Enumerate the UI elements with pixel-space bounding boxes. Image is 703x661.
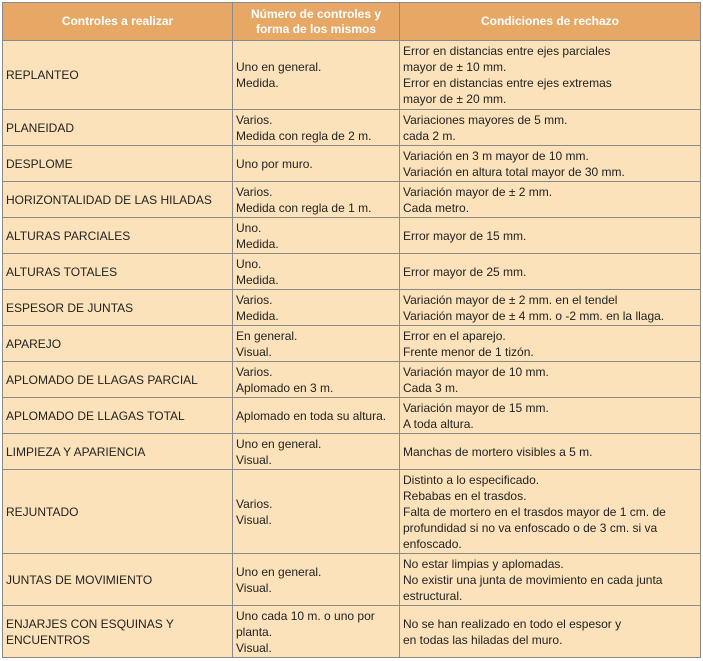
cell-text-line: Error mayor de 25 mm. [403,264,527,279]
cell-text-line: Varios. [236,364,273,379]
cell-text-line: cada 2 m. [403,128,456,143]
cell-text-line: PLANEIDAD [6,120,75,135]
control-cell [3,41,233,110]
control-cell [3,218,233,254]
cell-text-line: REPLANTEO [6,68,79,82]
table-body [3,41,701,658]
number-cell [233,434,400,470]
cell-text-line: profundidad si no va enfoscado o de 3 cm. si va [403,520,658,535]
cell-text-line: Medida. [236,236,279,251]
number-cell [233,398,400,434]
table-row [3,41,701,110]
table-row [3,182,701,218]
cell-text-line: enfoscado. [403,536,462,551]
table-row [3,606,701,658]
cell-text-line: Cada metro. [403,200,470,215]
cell-text-line: DESPLOME [6,156,73,171]
number-cell [233,146,400,182]
cell-text-line: Varios. [236,496,273,511]
cell-text-line: Error en distancias entre ejes parciales [403,44,611,58]
cell-text-line: ENCUENTROS [6,632,91,647]
cell-text-line: Variación mayor de 15 mm. [403,400,549,415]
rejection-cell [400,434,701,470]
cell-text-line: No estar limpias y aplomadas. [403,556,564,571]
control-cell [3,254,233,290]
cell-text-line: Variación mayor de ± 2 mm. en el tendel [403,292,618,307]
cell-text-line: APLOMADO DE LLAGAS PARCIAL [6,372,198,387]
rejection-cell [400,362,701,398]
cell-text-line: Medida. [236,76,279,90]
rejection-cell [400,554,701,606]
rejection-cell [400,470,701,554]
cell-text-line: mayor de ± 10 mm. [403,60,507,74]
rejection-cell [400,398,701,434]
rejection-cell [400,182,701,218]
cell-text-line: Uno en general. [236,60,322,74]
cell-text-line: ALTURAS PARCIALES [6,228,131,243]
cell-text-line: Medida con regla de 1 m. [236,200,372,215]
control-cell [3,326,233,362]
header-rejection: Condiciones de rechazo [400,3,701,41]
table-row [3,146,701,182]
cell-text-line: Medida con regla de 2 m. [236,128,372,143]
number-cell [233,470,400,554]
cell-text-line: Varios. [236,112,273,127]
table-row [3,554,701,606]
control-cell [3,606,233,658]
cell-text-line: Visual. [236,344,272,359]
cell-text-line: Visual. [236,580,272,595]
control-cell [3,434,233,470]
control-cell [3,146,233,182]
number-cell [233,218,400,254]
table-row [3,398,701,434]
rejection-cell [400,218,701,254]
header-row [3,3,701,41]
control-cell [3,290,233,326]
cell-text-line: en todas las hiladas del muro. [403,632,563,647]
number-cell [233,606,400,658]
cell-text-line: Aplomado en 3 m. [236,380,334,395]
cell-text-line: Visual. [236,512,272,527]
cell-text-line: Variación en altura total mayor de 30 mm. [403,164,625,179]
cell-text-line: Falta de mortero en el trasdos mayor de 1 cm. de [403,504,666,519]
control-cell [3,362,233,398]
cell-text-line: Variación en 3 m mayor de 10 mm. [403,148,589,163]
cell-text-line: Uno en general. [236,564,322,579]
cell-text-line: APLOMADO DE LLAGAS TOTAL [6,408,185,423]
cell-text-line: Variación mayor de 10 mm. [403,364,549,379]
cell-text-line: Error en distancias entre ejes extremas [403,76,612,90]
cell-text-line: Visual. [236,640,272,655]
table-row [3,434,701,470]
number-cell [233,362,400,398]
cell-text-line: Distinto a lo especificado. [403,472,540,487]
cell-text-line: Cada 3 m. [403,380,459,395]
cell-text-line: No se han realizado en todo el espesor y [403,616,622,631]
table-row [3,326,701,362]
rejection-cell [400,290,701,326]
header-number: Número de controles y forma de los mismos [233,3,400,41]
rejection-cell [400,254,701,290]
number-cell [233,554,400,606]
cell-text-line: mayor de ± 20 mm. [403,92,507,106]
cell-text-line: Variación mayor de ± 4 mm. o -2 mm. en la llaga. [403,308,665,323]
cell-text-line: Variaciones mayores de 5 mm. [403,112,568,127]
cell-text-line: Medida. [236,308,279,323]
cell-text-line: Medida. [236,272,279,287]
number-cell [233,182,400,218]
control-cell [3,398,233,434]
table-row [3,254,701,290]
cell-text-line: ENJARJES CON ESQUINAS Y [6,616,174,631]
cell-text-line: estructural. [403,588,463,603]
number-cell [233,110,400,146]
cell-text-line: Uno por muro. [236,156,313,171]
cell-text-line: Error mayor de 15 mm. [403,228,527,243]
cell-text-line: Uno. [236,220,262,235]
cell-text-line: Visual. [236,452,272,467]
cell-text-line: No existir una junta de movimiento en cada junta [403,572,663,587]
cell-text-line: Varios. [236,184,273,199]
cell-text-line: Uno. [236,256,262,271]
cell-text-line: ESPESOR DE JUNTAS [6,300,134,315]
cell-text-line: LIMPIEZA Y APARIENCIA [6,444,146,459]
control-cell [3,110,233,146]
cell-text-line: planta. [236,624,273,639]
cell-text-line: Manchas de mortero visibles a 5 m. [403,444,593,459]
cell-text-line: Uno cada 10 m. o uno por [236,608,375,623]
rejection-cell [400,41,701,110]
table-row [3,290,701,326]
table-row [3,470,701,554]
cell-text-line: Variación mayor de ± 2 mm. [403,184,553,199]
cell-text-line: Error en el aparejo. [403,328,506,343]
control-cell [3,470,233,554]
cell-text-line: JUNTAS DE MOVIMIENTO [6,572,153,587]
cell-text-line: En general. [236,328,298,343]
rejection-cell [400,606,701,658]
table-row [3,110,701,146]
rejection-cell [400,110,701,146]
table-row [3,218,701,254]
control-cell [3,554,233,606]
control-cell [3,182,233,218]
controls-table [2,2,701,658]
cell-text-line: A toda altura. [403,416,474,431]
cell-text-line: Varios. [236,292,273,307]
number-cell [233,290,400,326]
number-cell [233,254,400,290]
table-row [3,362,701,398]
cell-text-line: HORIZONTALIDAD DE LAS HILADAS [6,192,212,207]
rejection-cell [400,326,701,362]
cell-text-line: Rebabas en el trasdos. [403,488,527,503]
cell-text-line: ALTURAS TOTALES [6,264,118,279]
rejection-cell [400,146,701,182]
cell-text-line: REJUNTADO [6,504,79,519]
number-cell [233,41,400,110]
number-cell [233,326,400,362]
cell-text-line: APAREJO [6,336,62,351]
cell-text-line: Uno en general. [236,436,322,451]
cell-text-line: Frente menor de 1 tizón. [403,344,534,359]
header-controls: Controles a realizar [3,3,233,41]
cell-text-line: Aplomado en toda su altura. [236,408,387,423]
